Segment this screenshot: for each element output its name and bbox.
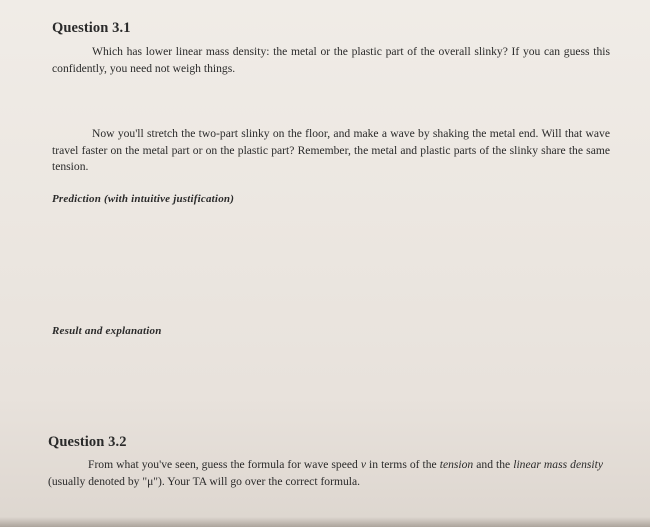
question-3-1-paragraph-1 bbox=[52, 44, 610, 77]
question-3-1-paragraph-2-text: Now you'll stretch the two-part slinky on the floor, and make a wave by shaking the metal end. Will that wave travel faster on the metal part or on the plastic part? Remember, the metal and plastic parts of the slinky share the same tension. bbox=[52, 127, 610, 173]
question-3-2-heading: Question 3.2 bbox=[48, 434, 127, 450]
question-3-2-paragraph bbox=[48, 457, 603, 490]
tension-term: tension bbox=[439, 458, 474, 471]
q32-text-3: and the bbox=[473, 458, 514, 471]
q32-text-4: (usually denoted by "μ"). Your TA will go over the correct formula. bbox=[48, 474, 361, 488]
result-label: Result and explanation bbox=[52, 325, 162, 337]
variable-v: v bbox=[360, 458, 366, 471]
q32-text-2: in terms of the bbox=[366, 458, 440, 471]
question-3-1-heading: Question 3.1 bbox=[52, 20, 131, 36]
question-3-1-paragraph-1-text: Which has lower linear mass density: the metal or the plastic part of the overall slinky? If you can guess this confidently, you need not weigh things. bbox=[52, 45, 610, 75]
prediction-label: Prediction (with intuitive justification) bbox=[52, 193, 235, 205]
q32-text-1: From what you've seen, guess the formula for wave speed bbox=[88, 458, 361, 471]
linear-mass-density-term: linear mass density bbox=[513, 458, 603, 471]
question-3-1-paragraph-2 bbox=[52, 126, 610, 176]
